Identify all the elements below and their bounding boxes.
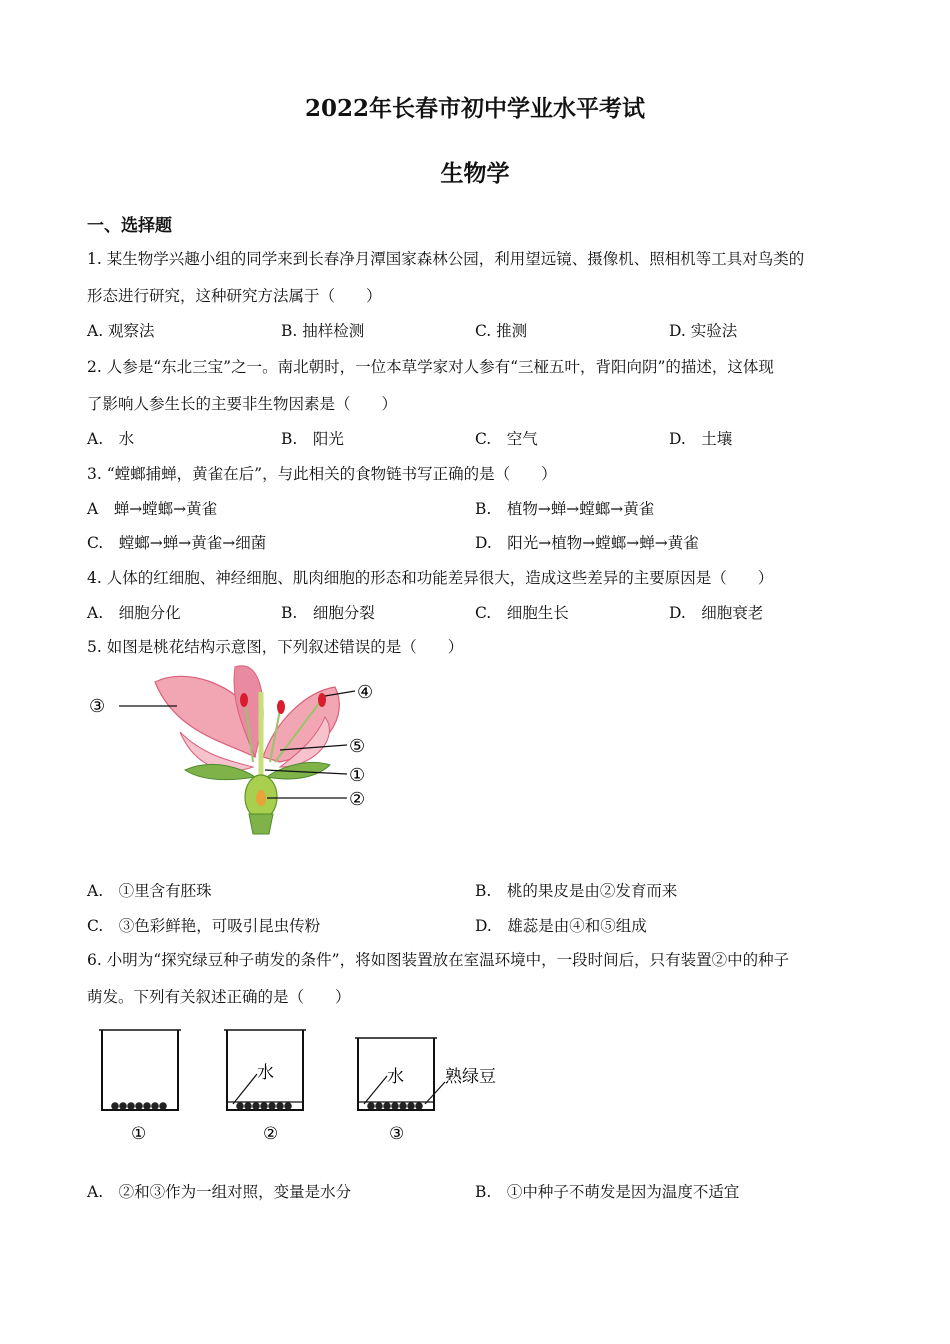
q5-option-b: B. 桃的果皮是由②发育而来 (475, 882, 678, 900)
question-4-line-1: 4. 人体的红细胞、神经细胞、肌肉细胞的形态和功能差异很大，造成这些差异的主要原因是（ ） (87, 569, 774, 587)
q1-option-d: D. 实验法 (669, 322, 738, 340)
anther (318, 693, 326, 707)
q6-option-b: B. ①中种子不萌发是因为温度不适宜 (475, 1183, 740, 1201)
question-2-line-1: 2. 人参是“东北三宝”之一。南北朝时，一位本草学家对人参有“三桠五叶，背阳向阴”的描述，这体现 (87, 358, 774, 376)
q3-option-c: C. 螳螂→蝉→黄雀→细菌 (87, 534, 267, 552)
q5-option-c: C. ③色彩鲜艳，可吸引昆虫传粉 (87, 917, 321, 935)
anther (277, 700, 285, 714)
cooked-beans-label: 熟绿豆 (445, 1067, 496, 1087)
label-1: ① (349, 765, 366, 786)
ovule (256, 790, 266, 806)
label-5: ⑤ (349, 736, 366, 757)
question-6-line-2: 萌发。下列有关叙述正确的是（ ） (87, 988, 351, 1006)
beaker-1 (102, 1030, 178, 1110)
question-1-line-1: 1. 某生物学兴趣小组的同学来到长春净月潭国家森林公园，利用望远镜、摄像机、照相机等工具对鸟类的 (87, 250, 805, 268)
q4-option-b: B. 细胞分裂 (281, 604, 375, 622)
water-pointer-3 (364, 1076, 387, 1104)
seeds-1 (111, 1102, 167, 1110)
label-3: ③ (89, 696, 106, 717)
q1-option-c: C. 推测 (475, 322, 528, 340)
seeds-2 (236, 1102, 292, 1110)
q4-option-c: C. 细胞生长 (475, 604, 569, 622)
label-4: ④ (357, 682, 374, 703)
peach-flower-diagram (85, 662, 395, 842)
q2-option-b: B. 阳光 (281, 430, 344, 448)
question-3-line-1: 3. “螳螂捕蝉，黄雀在后”，与此相关的食物链书写正确的是（ ） (87, 465, 557, 483)
q1-option-a: A. 观察法 (87, 322, 155, 340)
exam-title: 2022年长春市初中学业水平考试 (304, 95, 645, 122)
question-5-line-1: 5. 如图是桃花结构示意图，下列叙述错误的是（ ） (87, 638, 464, 656)
water-pointer-2 (233, 1074, 257, 1104)
receptacle (249, 814, 273, 834)
q3-option-a: A 蝉→螳螂→黄雀 (87, 500, 218, 518)
q3-option-b: B. 植物→蝉→螳螂→黄雀 (475, 500, 655, 518)
q4-option-a: A. 细胞分化 (87, 604, 181, 622)
q6-option-a: A. ②和③作为一组对照，变量是水分 (87, 1183, 352, 1201)
q2-option-d: D. 土壤 (669, 430, 733, 448)
label-2: ② (349, 789, 366, 810)
beaker-experiment-diagram (95, 1022, 515, 1147)
water-label-2: 水 (257, 1063, 274, 1083)
q4-option-d: D. 细胞衰老 (669, 604, 764, 622)
subject-title: 生物学 (440, 160, 510, 187)
q5-option-d: D. 雄蕊是由④和⑤组成 (475, 917, 647, 935)
question-1-line-2: 形态进行研究，这种研究方法属于（ ） (87, 287, 382, 305)
q5-option-a: A. ①里含有胚珠 (87, 882, 212, 900)
question-6-line-1: 6. 小明为“探究绿豆种子萌发的条件”，将如图装置放在室温环境中，一段时间后，只有装置②中的种子 (87, 951, 790, 969)
seeds-3 (367, 1102, 423, 1110)
question-2-line-2: 了影响人参生长的主要非生物因素是（ ） (87, 395, 398, 413)
q2-option-c: C. 空气 (475, 430, 538, 448)
q1-option-b: B. 抽样检测 (281, 322, 365, 340)
beaker-3-number: ③ (389, 1124, 405, 1144)
q3-option-d: D. 阳光→植物→螳螂→蝉→黄雀 (475, 534, 699, 552)
anther (240, 693, 248, 707)
water-label-3: 水 (387, 1067, 404, 1087)
q2-option-a: A. 水 (87, 430, 135, 448)
beaker-2-number: ② (263, 1124, 279, 1144)
section-heading: 一、选择题 (87, 216, 172, 236)
beaker-1-number: ① (131, 1124, 147, 1144)
